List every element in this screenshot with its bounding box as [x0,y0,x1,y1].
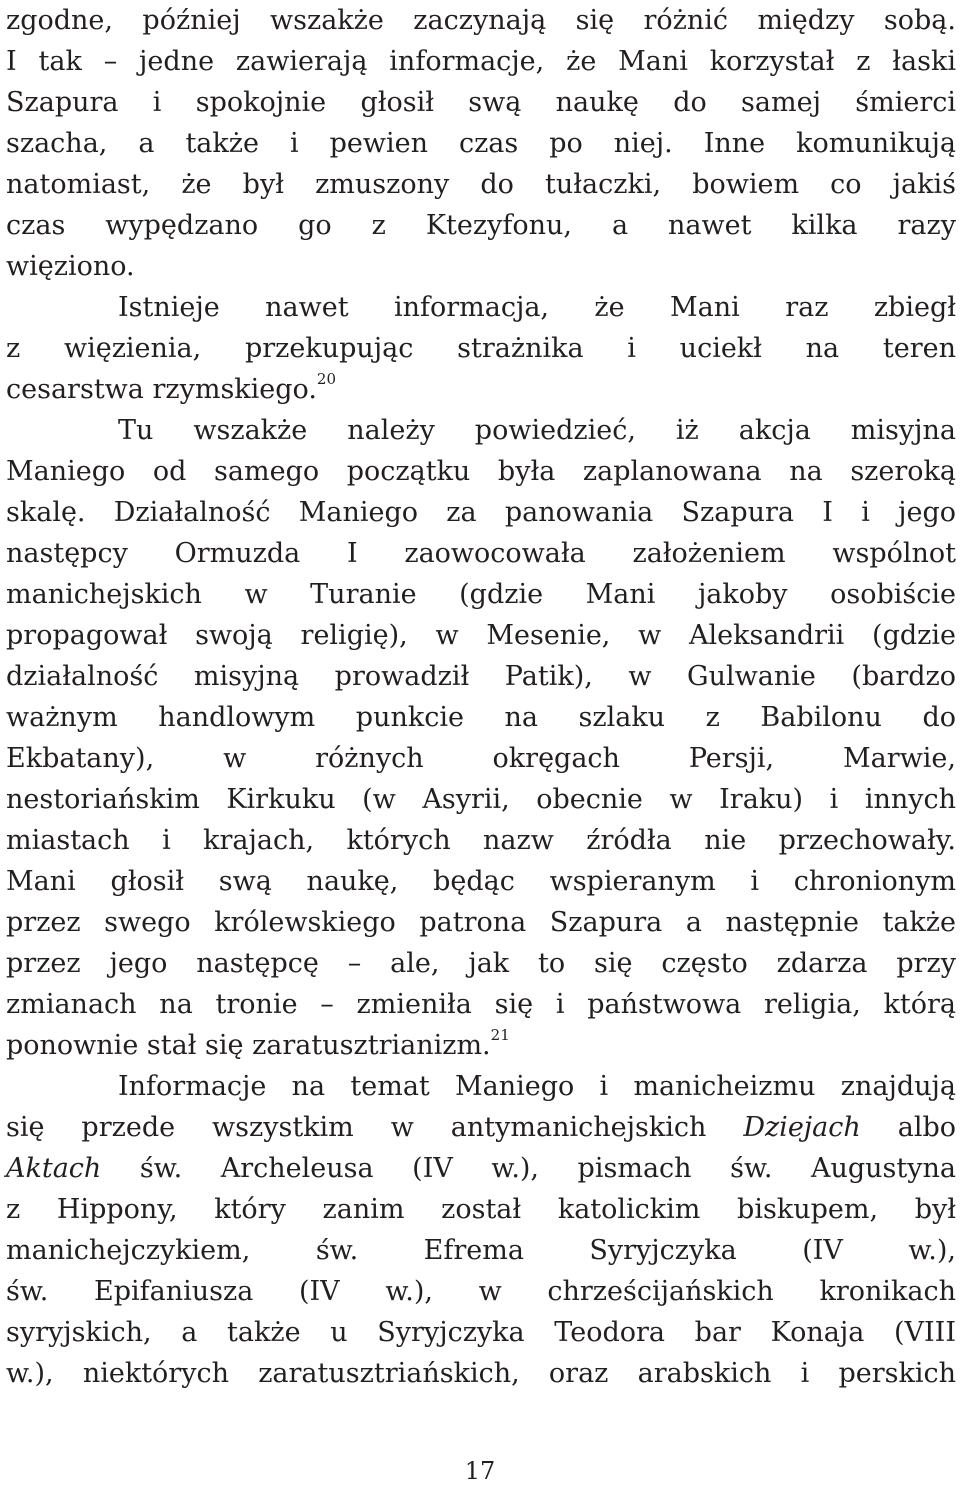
text-line [6,1025,956,1066]
text-line-content: ponownie stał się zaratusztrianizm. [6,1030,491,1061]
text-line: nestoriańskim Kirkuku (w Asyrii, obecnie w Iraku) i innych [6,784,956,815]
text-line [6,1148,956,1189]
text-line [6,369,956,410]
text-line: natomiast, że był zmuszony do tułaczki, bowiem co jakiś [6,169,956,200]
text-line: syryjskich, a także u Syryjczyka Teodora bar Konaja (VIII [6,1317,956,1348]
text-line: św. Epifaniusza (IV w.), w chrześcijańskich kronikach [6,1276,956,1307]
text-line [6,1107,956,1148]
footnote-marker: 21 [490,1026,510,1044]
text-line: zmianach na tronie – zmieniła się i państwowa religia, którą [6,989,956,1020]
text-line: Mani głosił swą naukę, będąc wspieranym i chronionym [6,866,956,897]
text-line: manichejczykiem, św. Efrema Syryjczyka (IV w.), [6,1235,956,1266]
text-segment: św. Archeleusa (IV w.), pismach św. Augustyna [101,1153,956,1184]
text-line: Istnieje nawet informacja, że Mani raz zbiegł [118,292,956,323]
text-line: z więzienia, przekupując strażnika i uciekł na teren [6,333,956,364]
text-line: I tak – jedne zawierają informacje, że Mani korzystał z łaski [6,46,956,77]
footnote-marker: 20 [316,370,337,388]
text-line: propagował swoją religię), w Mesenie, w Aleksandrii (gdzie [6,620,956,651]
text-line: Szapura i spokojnie głosił swą naukę do samej śmierci [6,87,956,118]
text-line: ważnym handlowym punkcie na szlaku z Babilonu do [6,702,956,733]
text-line: zgodne, później wszakże zaczynają się różnić między sobą. [6,5,956,36]
text-line: działalność misyjną prowadził Patik), w Gulwanie (bardzo [6,661,956,692]
text-segment: albo [860,1112,957,1143]
text-line: Informacje na temat Maniego i manicheizmu znajdują [118,1071,956,1102]
text-line: więziono. [6,251,135,282]
text-line: Tu wszakże należy powiedzieć, iż akcja misyjna [118,415,956,446]
italic-title: Aktach [6,1153,102,1184]
text-line: przez jego następcę – ale, jak to się często zdarza przy [6,948,956,979]
text-line: szacha, a także i pewien czas po niej. Inne komunikują [6,128,956,159]
text-line: miastach i krajach, których nazw źródła nie przechowały. [6,825,956,856]
text-line: w.), niektórych zaratusztriańskich, oraz arabskich i perskich [6,1358,956,1389]
text-line-content: cesarstwa rzymskiego. [6,374,317,405]
text-line: przez swego królewskiego patrona Szapura a następnie także [6,907,956,938]
text-line: z Hippony, który zanim został katolickim biskupem, był [6,1194,956,1225]
page-number: 17 [464,1457,496,1485]
italic-title: Dziejach [743,1112,861,1143]
text-line: skalę. Działalność Maniego za panowania Szapura I i jego [6,497,956,528]
text-segment: się przede wszystkim w antymanichejskich [6,1112,744,1143]
text-line: następcy Ormuzda I zaowocowała założeniem wspólnot [6,538,956,569]
text-line: manichejskich w Turanie (gdzie Mani jakoby osobiście [6,579,956,610]
text-line: czas wypędzano go z Ktezyfonu, a nawet kilka razy [6,210,956,241]
text-line: Ekbatany), w różnych okręgach Persji, Marwie, [6,743,956,774]
text-line: Maniego od samego początku była zaplanowana na szeroką [6,456,956,487]
